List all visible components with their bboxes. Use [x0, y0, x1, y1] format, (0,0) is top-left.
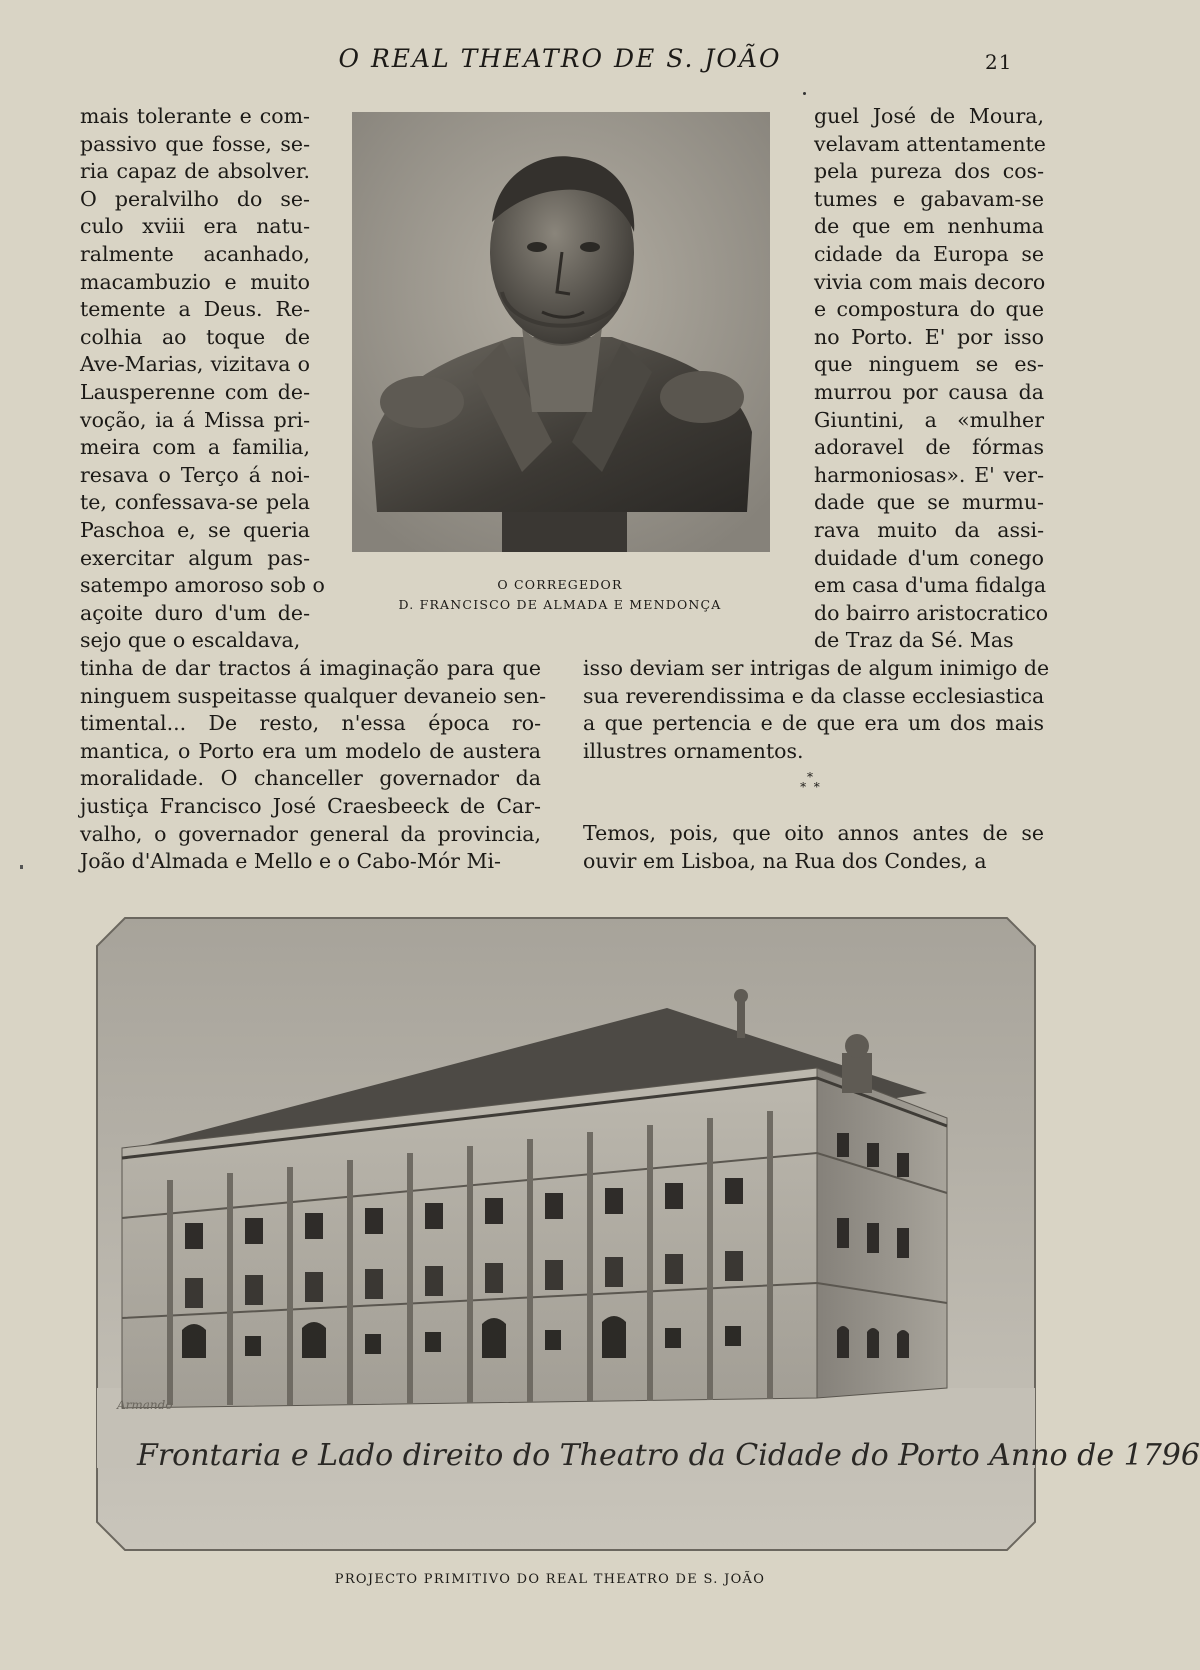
text-line: valho, o governador general da provincia,	[80, 821, 541, 846]
text-line: O peralvilho do se-	[80, 186, 310, 211]
text-line: João d'Almada e Mello e o Cabo-Mór Mi-	[80, 849, 501, 874]
portrait-caption-title: O CORREGEDOR	[497, 577, 623, 592]
text-line: mantica, o Porto era um modelo de austera	[80, 738, 541, 763]
text-line: tumes e gabavam-se	[814, 186, 1044, 211]
text-line: açoite duro d'um de-	[80, 600, 310, 625]
running-title: O REAL THEATRO DE S. JOÃO	[338, 44, 782, 73]
text-line: pela pureza dos cos-	[814, 159, 1044, 184]
text-line: resava o Terço á noi-	[80, 462, 310, 487]
bust-illustration	[352, 112, 770, 552]
text-line: illustres ornamentos.	[583, 738, 804, 763]
text-line: temente a Deus. Re-	[80, 297, 310, 322]
text-line: dade que se murmu-	[814, 490, 1044, 515]
text-line: sua reverendissima e da classe ecclesiastica	[583, 683, 1045, 708]
text-column-right-continuation	[583, 820, 1044, 875]
text-line: a que pertencia e de que era um dos mais	[583, 711, 1044, 736]
text-line: timental... De resto, n'essa época ro-	[80, 711, 541, 736]
text-line: cidade da Europa se	[814, 241, 1044, 266]
text-line: tinha de dar tractos á imaginação para que	[80, 656, 541, 680]
text-line: e compostura do que	[814, 297, 1044, 322]
text-line: ouvir em Lisboa, na Rua dos Condes, a	[583, 848, 987, 873]
text-line: que ninguem se es-	[814, 352, 1044, 377]
page-number: 21	[985, 50, 1013, 74]
text-line: exercitar algum pas-	[80, 545, 310, 570]
text-line: passivo que fosse, se-	[80, 131, 310, 156]
text-line: de que em nenhuma	[814, 214, 1044, 239]
text-line: satempo amoroso sob o	[80, 573, 325, 598]
text-column-right-top	[814, 103, 1049, 655]
text-line: macambuzio e muito	[80, 269, 310, 294]
running-head	[0, 44, 1100, 84]
ink-mark	[20, 865, 23, 869]
text-line: adoravel de fórmas	[814, 435, 1044, 460]
text-line: ninguem suspeitasse qualquer devaneio sen-	[80, 683, 547, 708]
text-line: meira com a familia,	[80, 435, 310, 460]
text-line: ralmente acanhado,	[80, 241, 310, 266]
text-line: velavam attentamente	[814, 131, 1046, 156]
text-line: moralidade. O chanceller governador da	[80, 766, 541, 791]
text-line: rava muito da assi-	[814, 517, 1044, 542]
text-line: no Porto. E' por isso	[814, 324, 1044, 349]
text-line: isso deviam ser intrigas de algum inimigo de	[583, 656, 1050, 680]
text-line: em casa d'uma fidalga	[814, 573, 1047, 598]
text-line: te, confessava-se pela	[80, 490, 310, 515]
text-column-left-bottom	[80, 655, 547, 876]
engraving-script-title: Frontaria e Lado direito do Theatro da Cidade do Porto Anno de 1796	[137, 1438, 1200, 1473]
text-line: duidade d'um conego	[814, 545, 1044, 570]
theatre-caption: PROJECTO PRIMITIVO DO REAL THEATRO DE S. JOÃO	[334, 1572, 766, 1587]
text-column-right-bottom	[583, 655, 1050, 765]
text-line: Temos, pois, que oito annos antes de se	[583, 821, 1044, 845]
text-line: culo xviii era natu-	[80, 214, 310, 239]
artist-signature: Armando	[117, 1398, 173, 1412]
portrait-caption	[330, 575, 790, 615]
text-line: Giuntini, a «mulher	[814, 407, 1044, 432]
text-line: mais tolerante e com-	[80, 104, 310, 128]
theatre-engraving-image	[97, 918, 1200, 1550]
text-line: voção, ia á Missa pri-	[80, 407, 310, 432]
text-line: colhia ao toque de	[80, 324, 310, 349]
text-line: justiça Francisco José Craesbeeck de Car-	[80, 793, 541, 818]
text-line: Ave-Marias, vizitava o	[80, 352, 310, 377]
portrait-caption-name: D. FRANCISCO DE ALMADA E MENDONÇA	[398, 597, 722, 612]
text-line: murrou por causa da	[814, 379, 1044, 404]
section-asterism: * * *	[800, 770, 820, 794]
text-line: harmoniosas». E' ver-	[814, 462, 1044, 487]
portrait-bust-image	[352, 112, 770, 552]
text-line: ria capaz de absolver.	[80, 159, 310, 184]
text-line: do bairro aristocratico	[814, 600, 1049, 625]
text-line: de Traz da Sé. Mas	[814, 628, 1014, 653]
text-column-left-top	[80, 103, 325, 655]
text-line: vivia com mais decoro	[814, 269, 1046, 294]
text-line: Lausperenne com de-	[80, 379, 310, 404]
ink-dot	[803, 92, 806, 95]
text-line: guel José de Moura,	[814, 104, 1044, 128]
text-line: Paschoa e, se queria	[80, 517, 310, 542]
text-line: sejo que o escaldava,	[80, 628, 301, 653]
